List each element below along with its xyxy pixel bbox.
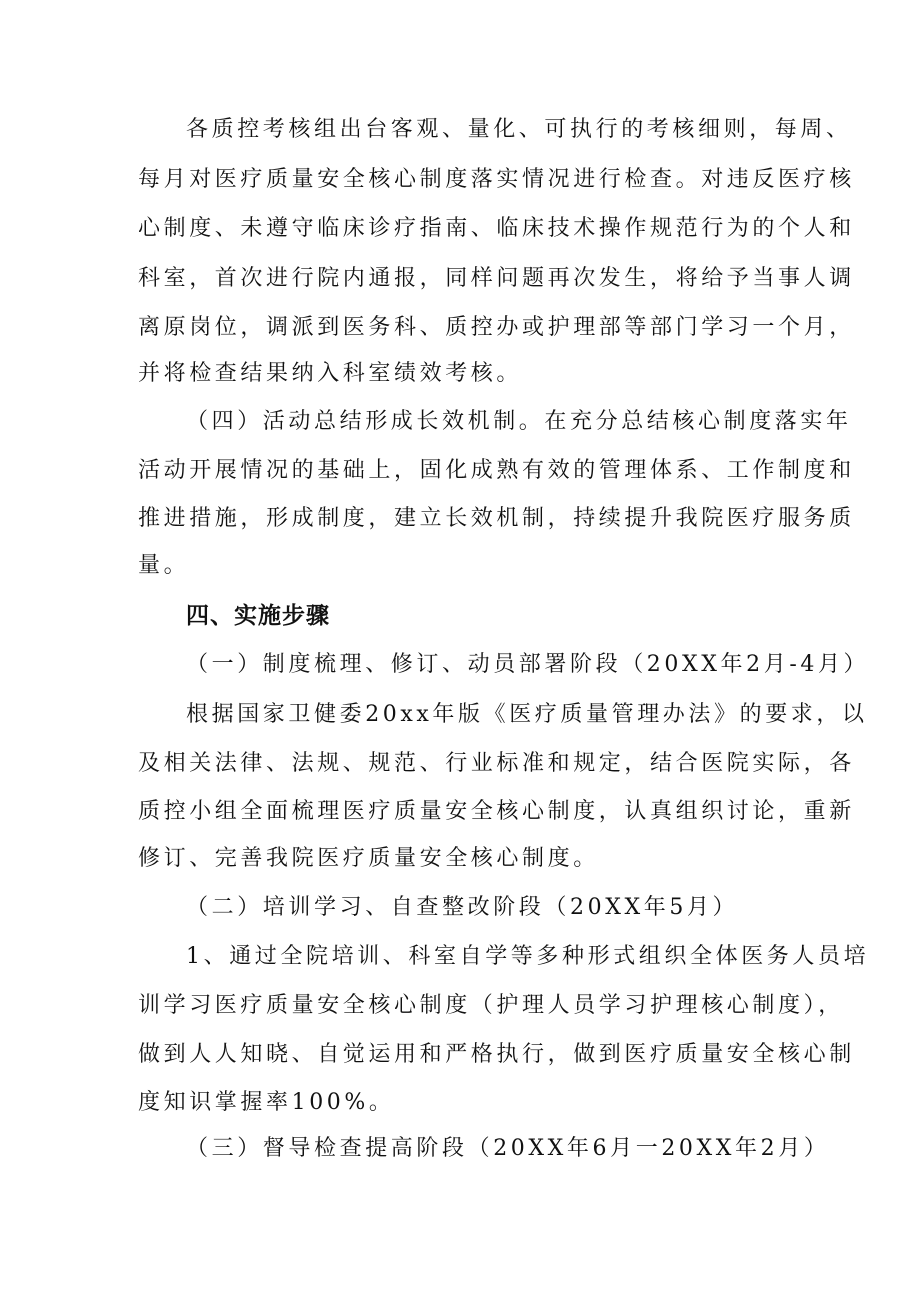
paragraph-line: 修订、完善我院医疗质量安全核心制度。	[138, 846, 599, 871]
subsection-title: （一）制度梳理、修订、动员部署阶段（20XX年2月-4月）	[186, 652, 870, 677]
paragraph-line: 训学习医疗质量安全核心制度（护理人员学习护理核心制度），	[138, 993, 844, 1018]
paragraph-line: 质控小组全面梳理医疗质量安全核心制度，认真组织讨论，重新	[138, 799, 855, 824]
paragraph-line: 离原岗位，调派到医务科、质控办或护理部等部门学习一个月，	[138, 315, 855, 340]
paragraph-line: 及相关法律、法规、规范、行业标准和规定，结合医院实际，各	[138, 751, 855, 776]
paragraph-line: 推进措施，形成制度，建立长效机制，持续提升我院医疗服务质	[138, 506, 855, 531]
paragraph-line: 根据国家卫健委20xx年版《医疗质量管理办法》的要求，以	[186, 702, 868, 727]
paragraph-line: 量。	[138, 553, 190, 578]
paragraph-line: 各质控考核组出台客观、量化、可执行的考核细则，每周、	[186, 117, 852, 142]
subsection-title: （三）督导检查提高阶段（20XX年6月一20XX年2月）	[186, 1136, 830, 1161]
paragraph-line: 度知识掌握率100%。	[138, 1090, 395, 1115]
section-heading: 四、实施步骤	[186, 603, 330, 629]
paragraph-line: 1、通过全院培训、科室自学等多种形式组织全体医务人员培	[186, 944, 870, 969]
paragraph-line: 每月对医疗质量安全核心制度落实情况进行检查。对违反医疗核	[138, 167, 855, 192]
paragraph-line: 科室，首次进行院内通报，同样问题再次发生，将给予当事人调	[138, 266, 855, 291]
paragraph-line: 心制度、未遵守临床诊疗指南、临床技术操作规范行为的个人和	[138, 216, 855, 241]
paragraph-line: 并将检查结果纳入科室绩效考核。	[138, 361, 523, 386]
paragraph-line: 活动开展情况的基础上，固化成熟有效的管理体系、工作制度和	[138, 458, 855, 483]
paragraph-line: （四）活动总结形成长效机制。在充分总结核心制度落实年	[186, 409, 852, 434]
paragraph-line: 做到人人知晓、自觉运用和严格执行，做到医疗质量安全核心制	[138, 1042, 855, 1067]
subsection-title: （二）培训学习、自查整改阶段（20XX年5月）	[186, 895, 739, 920]
